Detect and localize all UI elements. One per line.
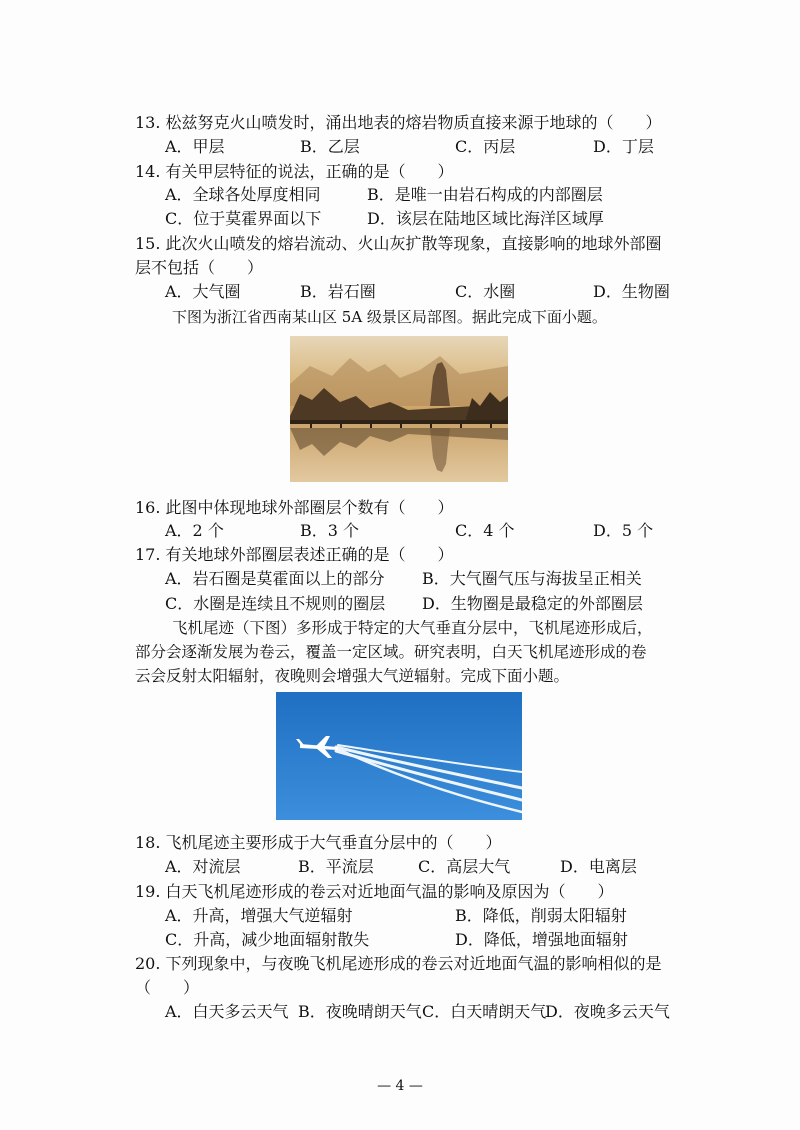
q15-stem-line1: 15. 此次火山喷发的熔岩流动、火山灰扩散等现象，直接影响的地球外部圈	[135, 234, 662, 253]
q13-option-b: B．乙层	[300, 137, 360, 156]
q16-option-a: A．2 个	[165, 521, 224, 540]
q14-option-a: A．全球各处厚度相同	[165, 185, 321, 204]
q18-option-c: C．高层大气	[418, 857, 511, 876]
scenic-landscape-photo	[290, 336, 508, 482]
q17-option-a: A．岩石圈是莫霍面以上的部分	[165, 569, 385, 588]
q15-option-b: B．岩石圈	[300, 282, 376, 301]
contrail-intro-line3: 云会反射太阳辐射，夜晚则会增强大气逆辐射。完成下面小题。	[135, 667, 570, 685]
q15-option-a: A．大气圈	[165, 282, 241, 301]
q19-option-c: C．升高，减少地面辐射散失	[165, 930, 370, 949]
q17-stem: 17. 有关地球外部圈层表述正确的是（ ）	[135, 545, 454, 564]
q20-option-a: A．白天多云天气	[165, 1002, 289, 1021]
q16-option-c: C．4 个	[455, 521, 515, 540]
contrail-intro-line2: 部分会逐渐发展为卷云，覆盖一定区域。研究表明，白天飞机尾迹形成的卷	[135, 643, 647, 661]
q14-option-d: D．该层在陆地区域比海洋区域厚	[367, 209, 604, 228]
q17-option-c: C．水圈是连续且不规则的圈层	[165, 594, 386, 613]
q17-option-d: D．生物圈是最稳定的外部圈层	[422, 594, 643, 613]
q20-option-c: C．白天晴朗天气	[422, 1002, 547, 1021]
q15-option-c: C．水圈	[455, 282, 516, 301]
q18-stem: 18. 飞机尾迹主要形成于大气垂直分层中的（ ）	[135, 833, 502, 852]
q13-option-d: D．丁层	[593, 137, 654, 156]
q19-option-a: A．升高，增强大气逆辐射	[165, 906, 353, 925]
q19-option-d: D．降低，增强地面辐射	[455, 930, 628, 949]
q14-option-b: B．是唯一由岩石构成的内部圈层	[367, 185, 603, 204]
q15-option-d: D．生物圈	[593, 282, 670, 301]
q18-option-b: B．平流层	[298, 857, 374, 876]
q20-option-d: D．夜晚多云天气	[545, 1002, 670, 1021]
q13-option-c: C．丙层	[455, 137, 516, 156]
q15-stem-line2: 层不包括（ ）	[135, 258, 264, 277]
q14-stem: 14. 有关甲层特征的说法，正确的是（ ）	[135, 162, 454, 181]
q19-option-b: B．降低，削弱太阳辐射	[455, 906, 627, 925]
q20-stem-line2: （ ）	[135, 978, 200, 997]
q20-option-b: B．夜晚晴朗天气	[298, 1002, 422, 1021]
page-number: — 4 —	[377, 1078, 423, 1094]
scenic-area-intro: 下图为浙江省西南某山区 5A 级景区局部图。据此完成下面小题。	[172, 308, 607, 326]
q16-option-d: D．5 个	[593, 521, 654, 540]
q13-option-a: A．甲层	[165, 137, 225, 156]
q20-stem-line1: 20. 下列现象中，与夜晚飞机尾迹形成的卷云对近地面气温的影响相似的是	[135, 954, 662, 973]
q18-option-d: D．电离层	[560, 857, 637, 876]
airplane-contrail-photo	[276, 692, 522, 820]
q19-stem: 19. 白天飞机尾迹形成的卷云对近地面气温的影响及原因为（ ）	[135, 882, 614, 901]
q17-option-b: B．大气圈气压与海拔呈正相关	[422, 569, 642, 588]
q18-option-a: A．对流层	[165, 857, 241, 876]
q14-option-c: C．位于莫霍界面以下	[165, 209, 322, 228]
contrail-intro-line1: 飞机尾迹（下图）多形成于特定的大气垂直分层中，飞机尾迹形成后，	[172, 619, 653, 637]
q13-stem: 13. 松兹努克火山喷发时，涌出地表的熔岩物质直接来源于地球的（ ）	[135, 113, 662, 132]
q16-stem: 16. 此图中体现地球外部圈层个数有（ ）	[135, 498, 454, 517]
q16-option-b: B．3 个	[300, 521, 360, 540]
